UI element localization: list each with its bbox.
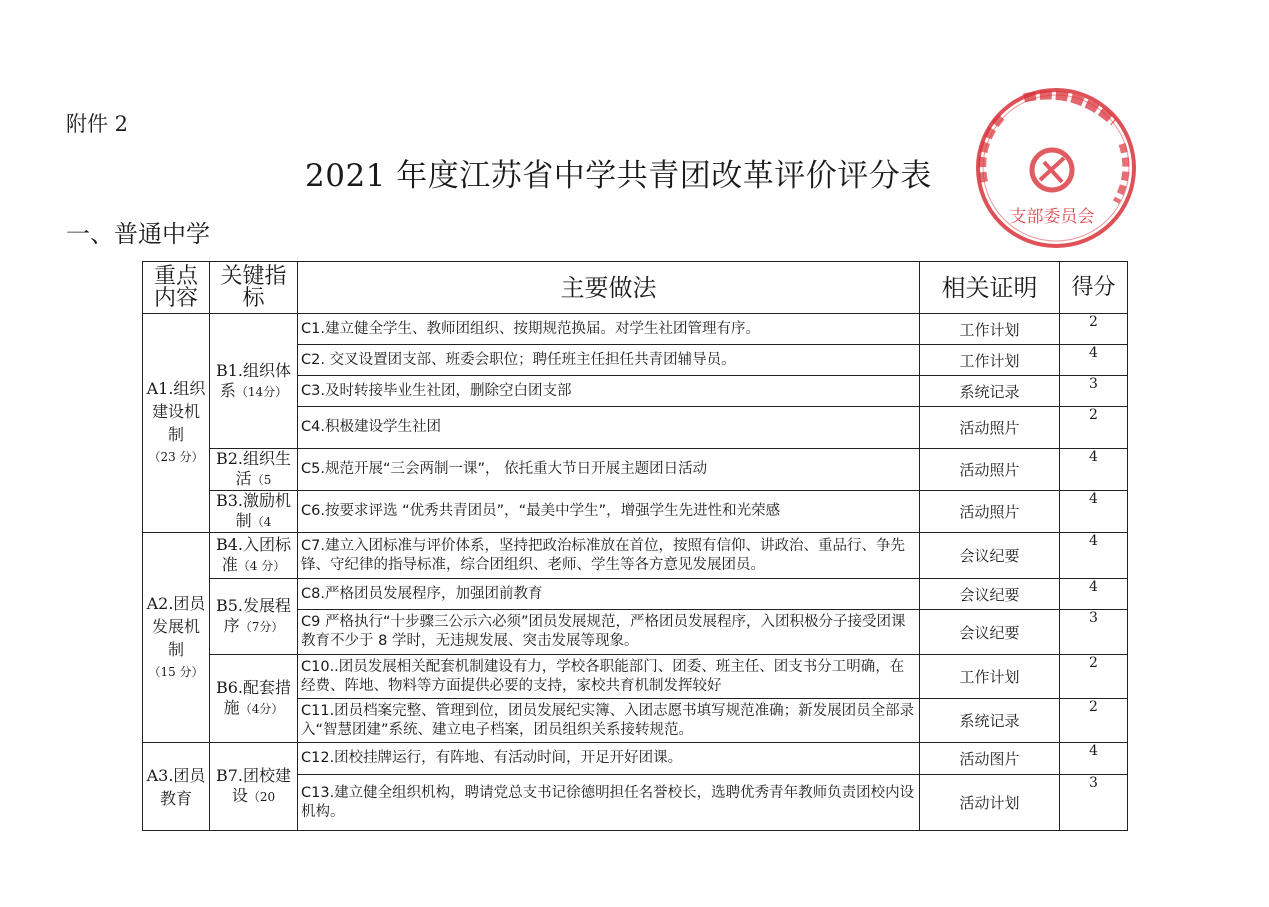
score-cell: 4 [1060, 491, 1128, 533]
proof-cell: 会议纪要 [920, 579, 1060, 610]
indicator-b5: B5.发展程序（7分） [210, 579, 298, 655]
proof-cell: 会议纪要 [920, 533, 1060, 579]
score-cell: 4 [1060, 579, 1128, 610]
method-cell: C11.团员档案完整、管理到位，团员发展纪实簿、入团志愿书填写规范准确；新发展团员全部录入“智慧团建”系统、建立电子档案，团员组织关系接转规范。 [298, 699, 920, 743]
proof-cell: 系统记录 [920, 376, 1060, 407]
header-score: 得分 [1060, 262, 1128, 314]
method-cell: C9 严格执行“十步骤三公示六必须”团员发展规范，严格团员发展程序，入团积极分子接受团课教育不少于 8 学时，无违规发展、突击发展等现象。 [298, 610, 920, 655]
method-cell: C5.规范开展“三会两制一课”， 依托重大节日开展主题团日活动 [298, 449, 920, 491]
table-row [143, 743, 1128, 775]
proof-cell: 系统记录 [920, 699, 1060, 743]
method-cell: C7.建立入团标准与评价体系，坚持把政治标准放在首位，按照有信仰、讲政治、重品行、争先锋、守纪律的指导标准，综合团组织、老师、学生等各方意见发展团员。 [298, 533, 920, 579]
score-cell: 4 [1060, 533, 1128, 579]
group-a2: A2.团员发展机制 （15 分） [143, 533, 210, 743]
method-cell: C10..团员发展相关配套机制建设有力，学校各职能部门、团委、班主任、团支书分工明确，在经费、阵地、物料等方面提供必要的支持，家校共育机制发挥较好 [298, 655, 920, 699]
table-row [143, 491, 1128, 533]
table-row [143, 314, 1128, 345]
header-key-indicator: 关键指标 [210, 262, 298, 314]
score-cell: 4 [1060, 449, 1128, 491]
score-cell: 3 [1060, 376, 1128, 407]
method-cell: C4.积极建设学生社团 [298, 407, 920, 449]
header-proof: 相关证明 [920, 262, 1060, 314]
score-cell: 2 [1060, 699, 1128, 743]
seal-text: 支部委员会 [1009, 207, 1095, 227]
proof-cell: 工作计划 [920, 314, 1060, 345]
document-title: 2021 年度江苏省中学共青团改革评价评分表 [305, 158, 932, 194]
group-a1: A1.组织建设机制 （23 分） [143, 314, 210, 533]
header-key-content: 重点内容 [143, 262, 210, 314]
score-cell: 2 [1060, 314, 1128, 345]
indicator-b3: B3.激励机制（4 [210, 491, 298, 533]
method-cell: C3.及时转接毕业生社团，删除空白团支部 [298, 376, 920, 407]
score-cell: 4 [1060, 743, 1128, 775]
header-main-method: 主要做法 [298, 262, 920, 314]
proof-cell: 会议纪要 [920, 610, 1060, 655]
indicator-b4: B4.入团标准（4 分） [210, 533, 298, 579]
proof-cell: 活动图片 [920, 743, 1060, 775]
proof-cell: 活动照片 [920, 491, 1060, 533]
indicator-b1: B1.组织体系（14分） [210, 314, 298, 449]
table-row [143, 533, 1128, 579]
score-table [142, 261, 1128, 831]
section-heading: 一、普通中学 [66, 220, 210, 248]
proof-cell: 活动照片 [920, 449, 1060, 491]
score-cell: 2 [1060, 407, 1128, 449]
table-header-row [143, 262, 1128, 314]
score-cell: 3 [1060, 775, 1128, 831]
score-cell: 2 [1060, 655, 1128, 699]
official-seal-stamp [964, 84, 1144, 252]
group-a3: A3.团员教育 [143, 743, 210, 831]
method-cell: C2. 交叉设置团支部、班委会职位；聘任班主任担任共青团辅导员。 [298, 345, 920, 376]
proof-cell: 活动计划 [920, 775, 1060, 831]
proof-cell: 工作计划 [920, 345, 1060, 376]
method-cell: C8.严格团员发展程序，加强团前教育 [298, 579, 920, 610]
table-row [143, 579, 1128, 610]
score-cell: 4 [1060, 345, 1128, 376]
attachment-label: 附件 2 [66, 112, 129, 136]
indicator-b7: B7.团校建设（20 [210, 743, 298, 831]
indicator-b6: B6.配套措施（4分） [210, 655, 298, 743]
proof-cell: 工作计划 [920, 655, 1060, 699]
proof-cell: 活动照片 [920, 407, 1060, 449]
table-row [143, 449, 1128, 491]
indicator-b2: B2.组织生活（5 [210, 449, 298, 491]
method-cell: C13.建立健全组织机构，聘请党总支书记徐德明担任名誉校长，选聘优秀青年教师负责团校内设机构。 [298, 775, 920, 831]
score-cell: 3 [1060, 610, 1128, 655]
method-cell: C6.按要求评选 “优秀共青团员”，“最美中学生”，增强学生先进性和光荣感 [298, 491, 920, 533]
table-row [143, 655, 1128, 699]
method-cell: C12.团校挂牌运行，有阵地、有活动时间，开足开好团课。 [298, 743, 920, 775]
method-cell: C1.建立健全学生、教师团组织、按期规范换届。对学生社团管理有序。 [298, 314, 920, 345]
